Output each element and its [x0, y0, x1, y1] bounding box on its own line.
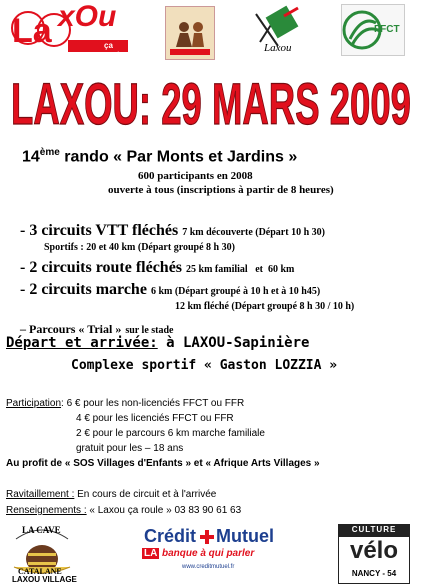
rando-participants: 600 participants en 2008 [138, 170, 253, 182]
cave-top-text: LA CAVE [22, 525, 61, 535]
mutuel-text: Mutuel [216, 526, 274, 546]
participation-price-1: : 6 € pour les non-licenciés FFCT ou FFR [61, 398, 245, 409]
credit-mutuel-url: www.creditmutuel.fr [182, 564, 235, 570]
rando-open: ouverte à tous (inscriptions à partir de 8 heures) [108, 184, 334, 196]
vtt-detail: 7 km découverte (Départ 10 h 30) [182, 227, 325, 238]
vtt-main: - 3 circuits VTT fléchés [20, 222, 179, 239]
svg-text:xOu: xOu [58, 4, 117, 33]
marche-detail: 6 km (Départ groupé à 10 h et à 10 h45) [150, 286, 321, 297]
rando-number: 14 [22, 148, 40, 166]
marche-main: - 2 circuits marche [20, 281, 147, 298]
la-cave-catalane-logo [12, 519, 77, 585]
laxou-village-text: LAXOU VILLAGE [12, 575, 77, 584]
renseignements-text: « Laxou ça roule » 03 83 90 61 63 [86, 505, 242, 516]
participation-line-1 [6, 398, 244, 409]
rando-name: rando « Par Monts et Jardins » [64, 148, 298, 166]
ravitaillement-text: En cours de circuit et à l'arrivée [74, 489, 217, 500]
ffct-logo [341, 4, 405, 56]
laxou-logo-subtitle: ça route [104, 41, 124, 59]
marche-detail-2: 12 km fléché (Départ groupé 8 h 30 / 10 h) [175, 301, 355, 312]
laxou-logo-text: Laxou [264, 42, 292, 54]
sur-ou-lax-logo [165, 6, 215, 60]
laxou-green-logo [248, 4, 308, 58]
culture-velo-logo [338, 524, 410, 584]
vtt-line [20, 222, 325, 240]
rando-heading [22, 147, 297, 166]
marche-line [20, 281, 320, 299]
page-title-text: LAXOU: 29 MARS 2009 [11, 72, 411, 137]
renseignements-line [6, 505, 241, 516]
ravitaillement-label: Ravitaillement : [6, 489, 75, 500]
credit-mutuel-logo [142, 526, 292, 578]
velo-text: vélo [349, 537, 399, 564]
participation-price-3: 2 € pour le parcours 6 km marche familiale [76, 428, 265, 439]
depart-complexe: Complexe sportif « Gaston LOZZIA » [71, 358, 338, 373]
banque-slogan: banque à qui parler [162, 548, 255, 559]
ravitaillement-line [6, 489, 216, 500]
depart-line [6, 335, 309, 351]
participation-price-4: gratuit pour les – 18 ans [76, 443, 184, 454]
route-line [20, 259, 294, 277]
participation-label: Participation [6, 398, 62, 409]
route-main: - 2 circuits route fléchés [20, 259, 183, 276]
nancy-text: NANCY - 54 [351, 569, 397, 578]
credit-mutuel-cross-icon [200, 530, 214, 544]
rando-ordinal: ème [39, 147, 60, 158]
page-title [6, 64, 416, 138]
trial-detail: sur le stade [125, 325, 174, 336]
depart-label: Départ et arrivée: [6, 335, 158, 351]
la-box: LA [144, 548, 158, 559]
vtt-sport: Sportifs : 20 et 40 km (Départ groupé 8 h 30) [44, 242, 235, 253]
cave-bottom-text: CATALANE [18, 567, 62, 576]
culture-text: CULTURE [339, 525, 409, 537]
renseignements-label: Renseignements : [6, 505, 87, 516]
ffct-logo-text: FFCT [374, 24, 400, 35]
participation-profit: Au profit de « SOS Villages d'Enfants » et « Afrique Arts Villages » [6, 458, 320, 469]
laxou-ca-roule-logo [8, 4, 132, 59]
depart-place: à LAXOU-Sapinière [157, 335, 310, 351]
route-detail: 25 km familial et 60 km [186, 264, 295, 275]
svg-text:La: La [12, 12, 52, 50]
participation-price-2: 4 € pour les licenciés FFCT ou FFR [76, 413, 234, 424]
trial-main: – Parcours « Trial » [20, 322, 122, 336]
credit-text: Crédit [144, 526, 197, 546]
